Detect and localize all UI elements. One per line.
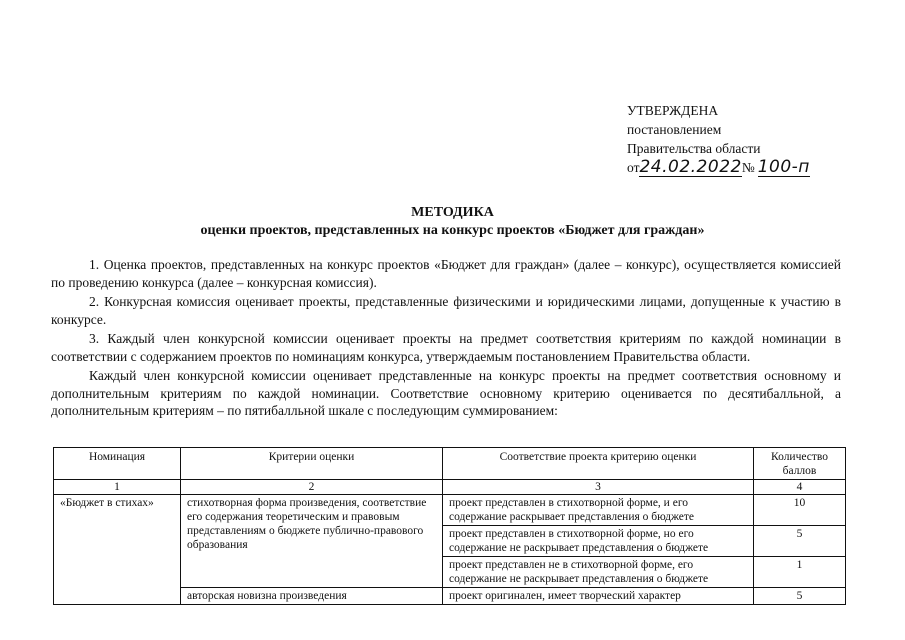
score-cell: 1 bbox=[754, 557, 846, 588]
score-cell: 5 bbox=[754, 526, 846, 557]
title-subtitle: оценки проектов, представленных на конкурс проектов «Бюджет для граждан» bbox=[200, 223, 705, 238]
column-number: 3 bbox=[443, 480, 754, 495]
handwritten-date: 24.02.2022 bbox=[639, 157, 742, 177]
match-cell: проект представлен не в стихотворной форме, его содержание не раскрывает представления о бюджете bbox=[443, 557, 754, 588]
score-cell: 5 bbox=[754, 588, 846, 605]
number-sign: № bbox=[741, 160, 755, 175]
approval-heading: УТВЕРЖДЕНА bbox=[627, 103, 719, 118]
header-score: Количество баллов bbox=[754, 448, 846, 480]
header-match: Соответствие проекта критерию оценки bbox=[443, 448, 754, 480]
approval-date-line bbox=[627, 158, 810, 177]
match-cell: проект представлен в стихотворной форме, и его содержание раскрывает представления о бюджете bbox=[443, 495, 754, 526]
match-cell: проект оригинален, имеет творческий характер bbox=[443, 588, 754, 605]
paragraph-1: 1. Оценка проектов, представленных на конкурс проектов «Бюджет для граждан» (далее – конкурс), осуществляется комиссией по проведению конкурса (далее – конкурсная комиссия). bbox=[51, 257, 841, 290]
approval-line-government: Правительства области bbox=[627, 141, 761, 156]
paragraph-3: 3. Каждый член конкурсной комиссии оценивает проекты на предмет соответствия критериям по каждой номинации в соответствии с содержанием проектов по номинациям конкурса, утверждаемым постановлением Правительства области. bbox=[51, 331, 841, 364]
table-column-numbers-row bbox=[54, 480, 846, 495]
criteria-table bbox=[53, 447, 846, 605]
table-row bbox=[54, 495, 846, 526]
handwritten-number: 100-п bbox=[757, 157, 810, 177]
table-header-row bbox=[54, 448, 846, 480]
document-title bbox=[0, 204, 905, 240]
approval-stamp bbox=[627, 101, 810, 177]
nomination-cell: «Бюджет в стихах» bbox=[54, 495, 181, 605]
score-cell: 10 bbox=[754, 495, 846, 526]
paragraph-4: Каждый член конкурсной комиссии оценивает представленные на конкурс проекты на предмет соответствия основному и дополнительным критериям по каждой номинации. Соответствие основному критерию оценивается по десятибалльной, а дополнительным критериям – по пятибалльной шкале с последующим суммированием: bbox=[51, 368, 841, 418]
criterion-cell: авторская новизна произведения bbox=[181, 588, 443, 605]
column-number: 4 bbox=[754, 480, 846, 495]
criterion-cell: стихотворная форма произведения, соответствие его содержания теоретическим и правовым представлениям о бюджете публично-правового образования bbox=[181, 495, 443, 588]
header-nomination: Номинация bbox=[54, 448, 181, 480]
column-number: 2 bbox=[181, 480, 443, 495]
header-criteria: Критерии оценки bbox=[181, 448, 443, 480]
column-number: 1 bbox=[54, 480, 181, 495]
paragraph-2: 2. Конкурсная комиссия оценивает проекты, представленные физическими и юридическими лицами, допущенные к участию в конкурсе. bbox=[51, 294, 841, 327]
document-body bbox=[51, 256, 841, 422]
match-cell: проект представлен в стихотворной форме, но его содержание не раскрывает представления о бюджете bbox=[443, 526, 754, 557]
approval-line-resolution: постановлением bbox=[627, 122, 722, 137]
title-main: МЕТОДИКА bbox=[411, 205, 494, 220]
date-prefix: от bbox=[627, 160, 640, 175]
